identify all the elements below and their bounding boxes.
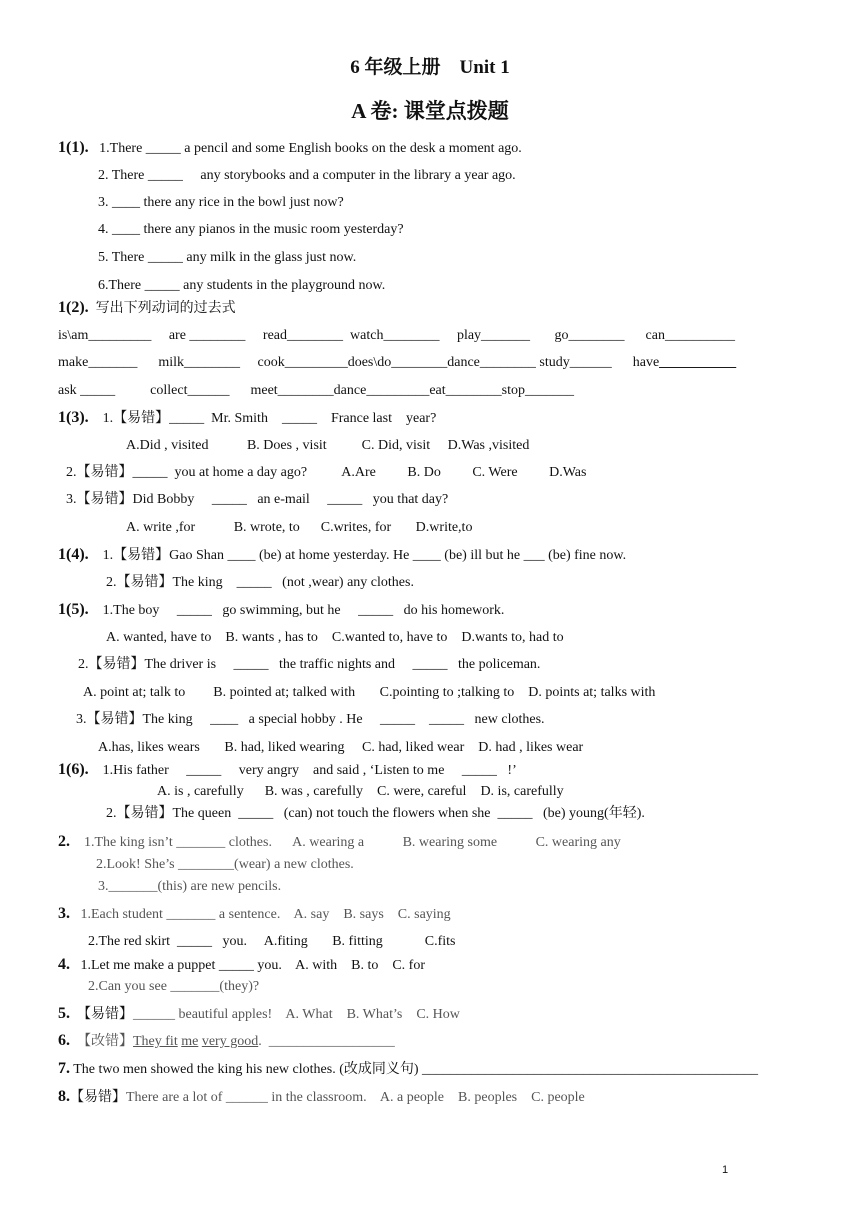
section-number: 4. [58, 956, 70, 973]
section-number: 1(4). [58, 546, 89, 563]
question-text: 2.Can you see _______(they)? [88, 979, 260, 994]
question-text: 2.【易错】_____ you at home a day ago? A.Are B. Do C. Were D.Was [66, 465, 587, 480]
section-number: 1(6). [58, 761, 89, 778]
question-text: 1.His father _____ very angry and said , ‘Listen to me _____ !’ [102, 763, 517, 778]
question-text: 1.The boy _____ go swimming, but he _____ do his homework. [102, 603, 505, 618]
question-text: 2.【易错】The queen _____ (can) not touch the flowers when she _____ (be) young(年轻). [106, 806, 645, 821]
verb-row-text: is\am_________ are ________ read________ watch________ play_______ go________ can [58, 328, 665, 343]
section-1-3 [58, 409, 436, 428]
verb-row-text: make_______ milk________ cook_________does\do________dance________ study______ have [58, 355, 660, 370]
correction-tag: 【改错】 [77, 1034, 133, 1049]
section-number: 7. [58, 1060, 70, 1077]
question-text: ______ beautiful apples! A. What B. What’s C. How [133, 1007, 460, 1022]
instruction-text: 写出下列动词的过去式 [95, 301, 236, 316]
question-text: There are a lot of ______ in the classroom. A. a people B. peoples C. people [126, 1090, 585, 1105]
section-number: 3. [58, 905, 70, 922]
answer-blank: . __________________ [258, 1034, 395, 1049]
section-1-6 [58, 761, 517, 780]
section-1-2 [58, 299, 236, 318]
verb-row [58, 327, 735, 345]
options-text: A. is , carefully B. was , carefully C. were, careful D. is, carefully [157, 784, 564, 799]
section-5 [58, 1005, 460, 1024]
verb-row [58, 354, 736, 372]
section-1-1 [58, 139, 522, 158]
section-1-4 [58, 546, 626, 565]
question-text: 1.Let me make a puppet _____ you. A. with B. to C. for [80, 958, 426, 973]
section-number: 1(3). [58, 409, 89, 426]
underlined-phrase: They fit [133, 1034, 178, 1049]
question-text: 2.The red skirt _____ you. A.fiting B. fitting C.fits [88, 934, 456, 949]
page-number: 1 [722, 1164, 729, 1176]
underlined-phrase: very good [201, 1034, 259, 1049]
section-number: 1(5). [58, 601, 89, 618]
page-subtitle: A 卷: 课堂点拨题 [351, 99, 509, 123]
section-4 [58, 956, 425, 975]
options-text: A. write ,for B. wrote, to C.writes, for D.write,to [126, 520, 473, 535]
section-7 [58, 1060, 758, 1079]
section-number: 1(2). [58, 299, 89, 316]
section-number: 2. [58, 833, 70, 850]
question-text: 4. ____ there any pianos in the music room yesterday? [98, 222, 404, 237]
question-text: 1.The king isn’t _______ clothes. A. wearing a B. wearing some C. wearing any [84, 835, 621, 850]
section-number: 1(1). [58, 139, 89, 156]
question-text: 3._______(this) are new pencils. [98, 879, 282, 894]
question-text: 2.【易错】The king _____ (not ,wear) any clothes. [106, 575, 414, 590]
question-text: 2.Look! She’s ________(wear) a new clothes. [96, 857, 354, 872]
section-number: 6. [58, 1032, 70, 1049]
question-text: 6.There _____ any students in the playground now. [98, 278, 386, 293]
underlined-phrase: me [181, 1034, 199, 1049]
section-2 [58, 833, 621, 852]
question-text: 3.【易错】Did Bobby _____ an e-mail _____ you that day? [66, 492, 449, 507]
section-3 [58, 905, 451, 924]
options-text: A. wanted, have to B. wants , has to C.wanted to, have to D.wants to, had to [106, 630, 564, 645]
question-text: 1.【易错】Gao Shan ____ (be) at home yesterday. He ____ (be) ill but he ___ (be) fine now. [102, 548, 627, 563]
options-text: A. point at; talk to B. pointed at; talked with C.pointing to ;talking to D. points at; talks with [83, 685, 656, 700]
question-text: 3. ____ there any rice in the bowl just now? [98, 195, 344, 210]
answer-blank: __________ [664, 328, 735, 343]
answer-blank: ___________ [659, 355, 737, 370]
question-text: 2. There _____ any storybooks and a computer in the library a year ago. [98, 168, 516, 183]
question-text: 3.【易错】The king ____ a special hobby . He _____ _____ new clothes. [76, 712, 545, 727]
answer-blank: ________________________________________________ [422, 1062, 759, 1077]
section-number: 5. [58, 1005, 70, 1022]
question-text: 5. There _____ any milk in the glass just now. [98, 250, 357, 265]
question-text: 2.【易错】The driver is _____ the traffic nights and _____ the policeman. [78, 657, 541, 672]
section-1-5 [58, 601, 504, 620]
question-text: 1.【易错】_____ Mr. Smith _____ France last year? [102, 411, 437, 426]
question-text: The two men showed the king his new clothes. (改成同义句) [73, 1062, 423, 1077]
section-8 [58, 1088, 585, 1107]
options-text: A.has, likes wears B. had, liked wearing C. had, liked wear D. had , likes wear [98, 740, 584, 755]
verb-row: ask _____ collect______ meet________dance_________eat________stop_______ [58, 383, 574, 398]
page-title: 6 年级上册 Unit 1 [350, 57, 510, 78]
question-text: 1.There _____ a pencil and some English books on the desk a moment ago. [99, 141, 522, 156]
question-text: 1.Each student _______ a sentence. A. say B. says C. saying [80, 907, 451, 922]
error-tag: 【易错】 [70, 1090, 126, 1105]
options-text: A.Did , visited B. Does , visit C. Did, visit D.Was ,visited [126, 438, 530, 453]
section-number: 8. [58, 1088, 70, 1105]
error-tag: 【易错】 [77, 1007, 133, 1022]
section-6 [58, 1032, 395, 1051]
